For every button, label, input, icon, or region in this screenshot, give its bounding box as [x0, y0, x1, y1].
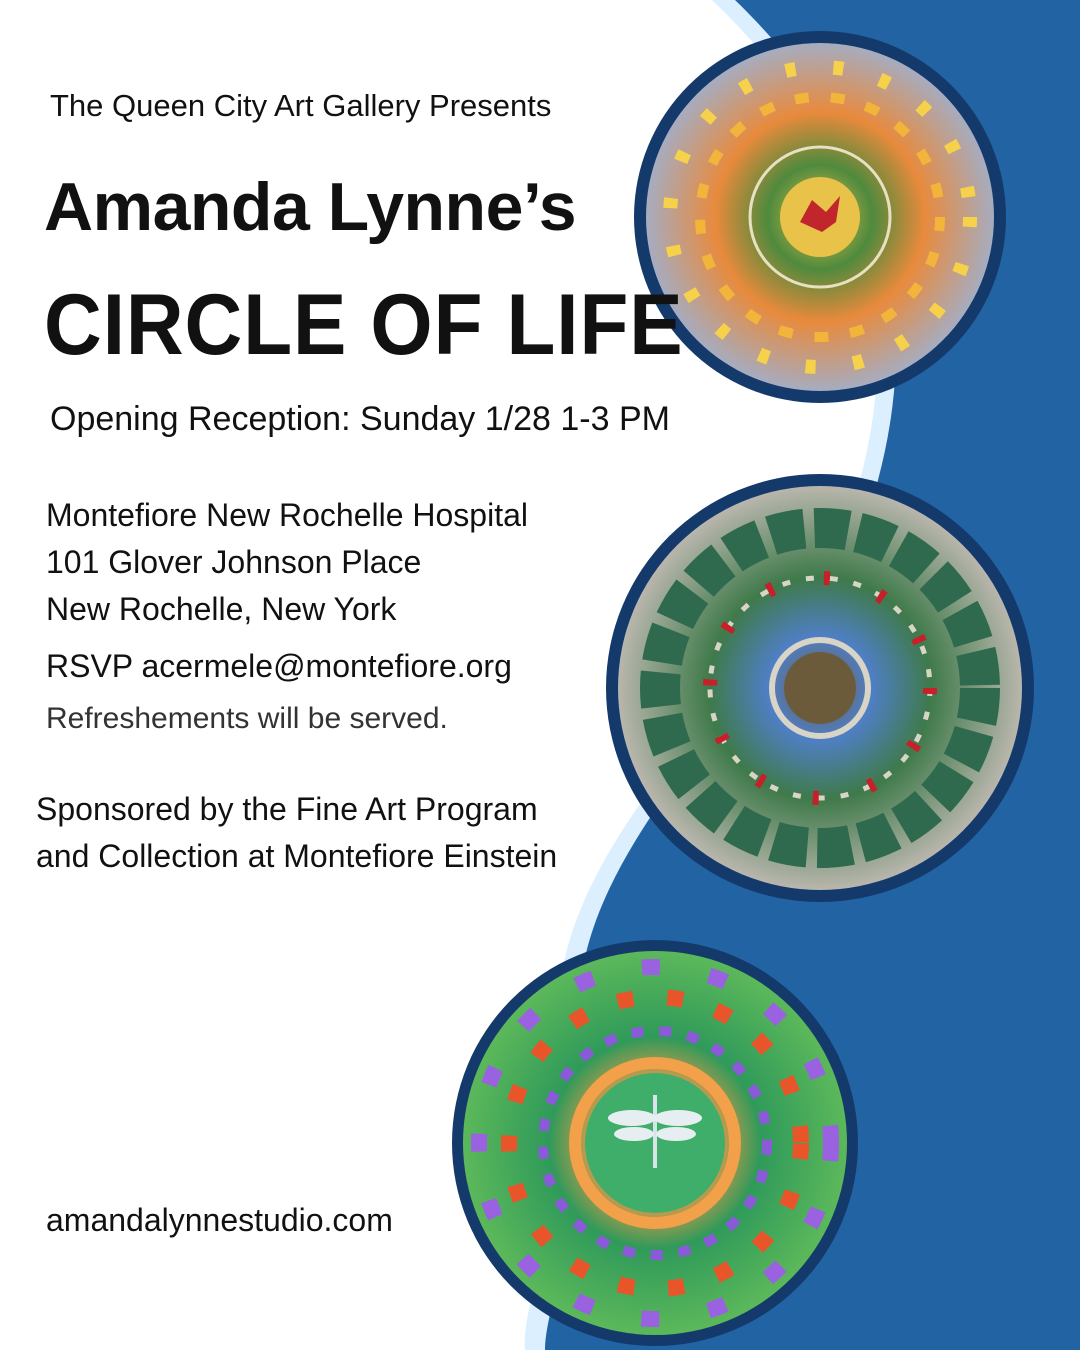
exhibit-title: CIRCLE OF LIFE [44, 277, 684, 373]
website-link[interactable]: amandalynnestudio.com [46, 1202, 393, 1238]
venue-city: New Rochelle, New York [46, 591, 397, 627]
artist-name: Amanda Lynne’s [44, 169, 577, 245]
reception-details: Opening Reception: Sunday 1/28 1-3 PM [50, 400, 670, 438]
sponsor-line-1: Sponsored by the Fine Art Program [36, 791, 538, 827]
dragonfly-mandala-artwork [452, 940, 858, 1346]
dragon-mandala-artwork [634, 31, 1006, 403]
venue-name: Montefiore New Rochelle Hospital [46, 497, 528, 533]
rsvp-email[interactable]: RSVP acermele@montefiore.org [46, 648, 512, 684]
venue-address [46, 492, 528, 633]
presenter-line: The Queen City Art Gallery Presents [50, 88, 552, 123]
sponsor-line-2: and Collection at Montefiore Einstein [36, 838, 558, 874]
rose-window-mandala-artwork [606, 474, 1034, 902]
sponsor-note [36, 786, 557, 880]
venue-street: 101 Glover Johnson Place [46, 544, 422, 580]
refreshments-note: Refreshements will be served. [46, 702, 448, 735]
